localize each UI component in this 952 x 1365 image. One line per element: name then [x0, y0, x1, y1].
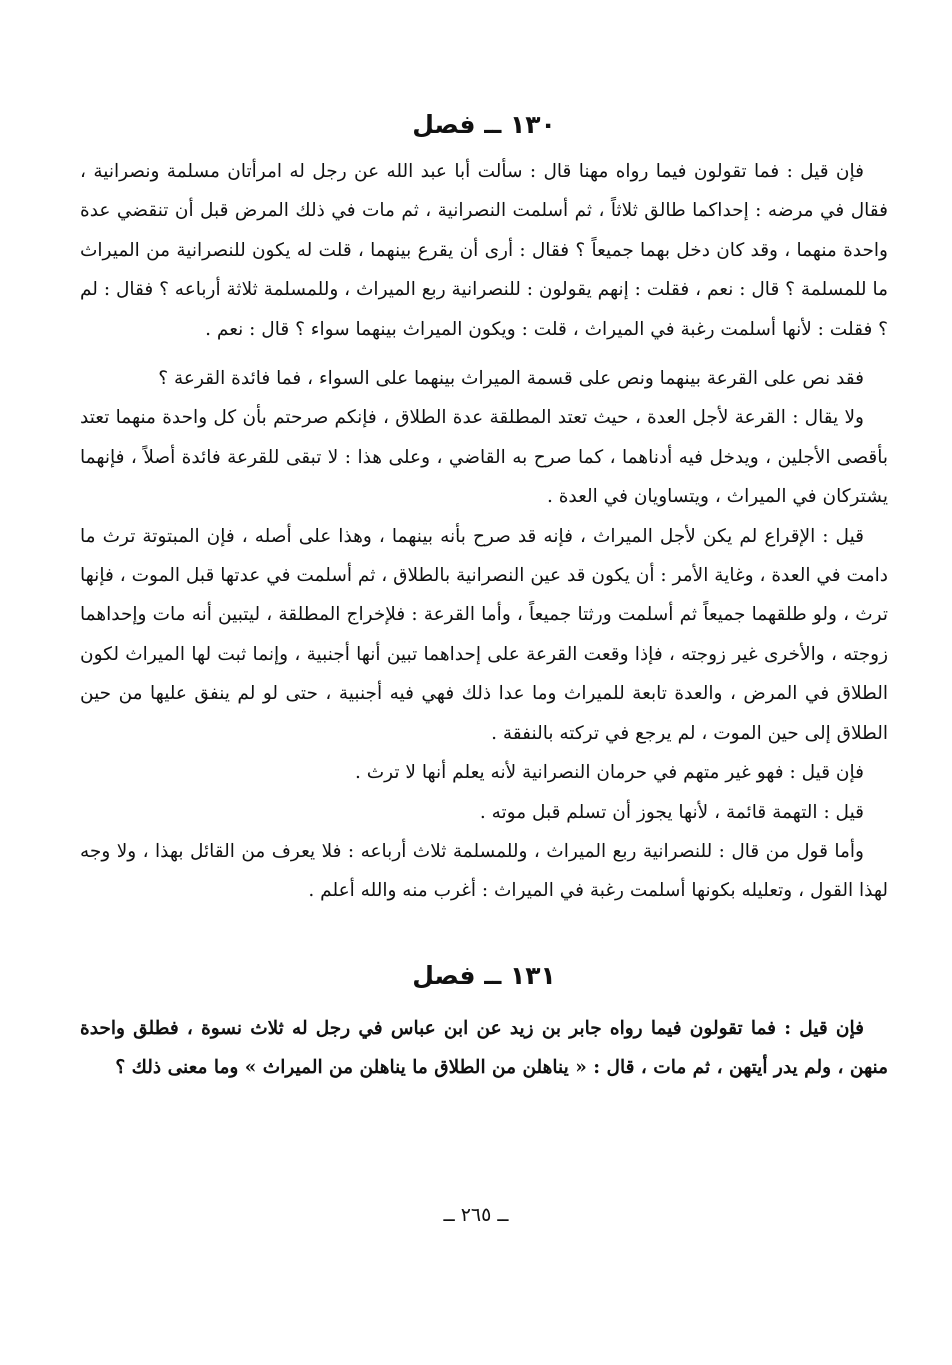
- section-130-paragraph-drawing-lots: فقد نص على القرعة بينهما ونص على قسمة الميراث بينهما على السواء ، فما فائدة القرعة ؟: [158, 368, 864, 390]
- section-130-paragraph-waiting-period: ولا يقال : القرعة لأجل العدة ، حيث تعتد المطلقة عدة الطلاق ، فإنكم صرحتم بأن كل واحدة منهما تعتد بأقصى الأجلين ، ويدخل فيه أدناهما ، كما صرح به القاضي ، وعلى هذا : لا تبقى للقرعة فائدة أصلاً ، فإنهما يشتركان في الميراث ، ويتساويان في العدة .: [80, 407, 888, 508]
- section-130-paragraph-reply: قيل : التهمة قائمة ، لأنها يجوز أن تسلم قبل موته .: [479, 801, 864, 823]
- page-number: ــ ٢٦٥ ــ: [443, 1204, 509, 1226]
- section-130-heading: ١٣٠ ــ فصل: [412, 110, 556, 139]
- section-131-paragraph-question: فإن قيل : فما تقولون فيما رواه جابر بن زيد عن ابن عباس في رجل له ثلاث نسوة ، فطلق واحدة منهن ، ولم يدر أيتهن ، ثم مات ، قال : « يناهلن من الطلاق ما يناهلن من الميراث » وما معنى ذلك ؟: [80, 1017, 888, 1079]
- section-130-paragraph-objection: فإن قيل : فهو غير متهم في حرمان النصرانية لأنه يعلم أنها لا ترث .: [354, 762, 864, 784]
- section-130-paragraph-conclusion: وأما قول من قال : للنصرانية ربع الميراث ، وللمسلمة ثلاث أرباعه : فلا يعرف من القائل بهذا ، ولا وجه لهذا القول ، وتعليله بكونها أسلمت رغبة في الميراث : أغرب منه والله أعلم .: [80, 840, 888, 902]
- section-131-heading: ١٣١ ــ فصل: [412, 960, 556, 990]
- section-130-paragraph-question: فإن قيل : فما تقولون فيما رواه مهنا قال : سألت أبا عبد الله عن رجل له امرأتان مسلمة ونصرانية ، فقال في مرضه : إحداكما طالق ثلاثاً ، ثم أسلمت النصرانية ، ثم مات في ذلك المرض قبل أن تنقضي عدة واحدة منهما ، وقد كان دخل بهما جميعاً ؟ فقال : أرى أن يقرع بينهما ، قلت له يكون للنصرانية من الميراث ما للمسلمة ؟ قال : نعم ، فقلت : إنهم يقولون : للنصرانية ربع الميراث ، وللمسلمة ثلاثة أرباعه ؟ فقال : لم ؟ فقلت : لأنها أسلمت رغبة في الميراث ، قلت : ويكون الميراث بينهما سواء ؟ قال : نعم .: [80, 161, 888, 340]
- page-content: [80, 108, 888, 1088]
- section-130-paragraph-answer: قيل : الإقراع لم يكن لأجل الميراث ، فإنه قد صرح بأنه بينهما ، وهذا على أصله ، فإن المبتوتة ترث ما دامت في العدة ، وغاية الأمر : أن يكون قد عين النصرانية بالطلاق ، ثم أسلمت في عدتها قبل الموت ، فإنها ترث ، ولو طلقهما جميعاً ثم أسلمت ورثتا جميعاً ، وأما القرعة : فلإخراج المطلقة ، ليتبين أنه مات وإحداهما زوجته ، والأخرى غير زوجته ، فإذا وقعت القرعة على إحداهما تبين أنها أجنبية ، وإنما ثبت لها الميراث لكون الطلاق في المرض ، والعدة تابعة للميراث وما عدا ذلك فهي فيه أجنبية ، حتى لو لم ينفق عليها من حين الطلاق إلى حين الموت ، لم يرجع في تركته بالنفقة .: [80, 525, 888, 744]
